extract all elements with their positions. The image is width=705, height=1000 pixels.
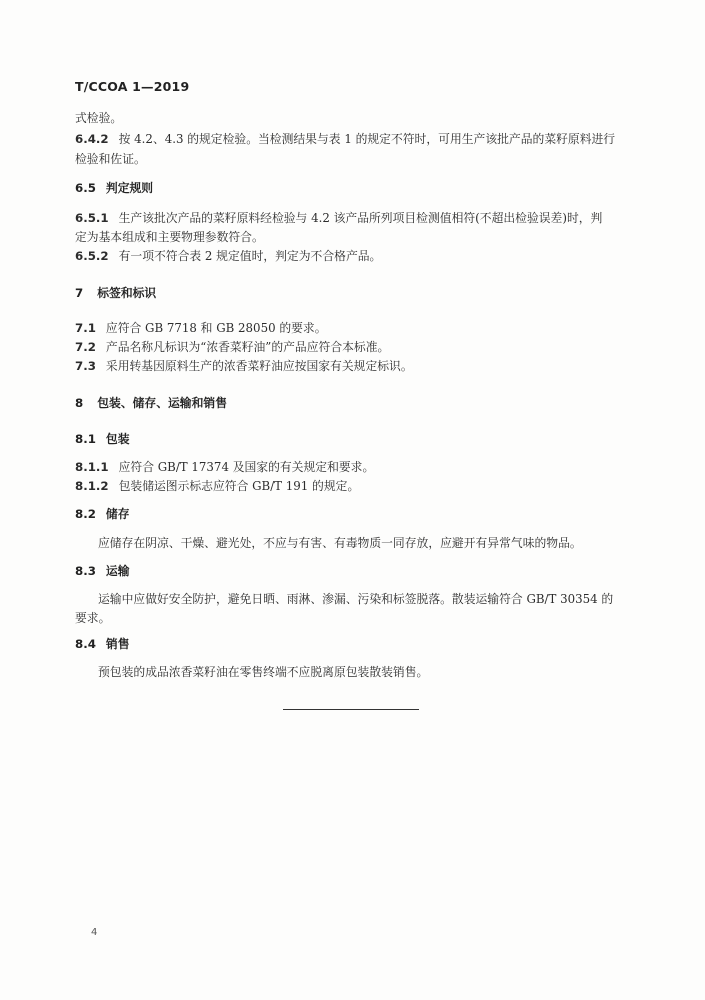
section-title: 包装、储存、运输和销售 [97, 396, 227, 410]
section-number: 6.5 [75, 181, 96, 195]
clause-8-1-1 [75, 459, 374, 475]
clause-6-5-1-line2: 定为基本组成和主要物理参数符合。 [75, 230, 264, 244]
section-number: 8.4 [75, 637, 96, 651]
clause-text: 有一项不符合表 2 规定值时，判定为不合格产品。 [118, 249, 382, 263]
end-of-document-rule [283, 709, 419, 710]
clause-6-4-2 [75, 131, 615, 147]
clause-text: 应符合 GB/T 17374 及国家的有关规定和要求。 [118, 460, 375, 474]
section-6-5-heading [75, 180, 153, 196]
clause-number: 7.1 [75, 321, 96, 335]
section-7-heading [75, 285, 156, 301]
continuation-text: 式检验。 [75, 111, 123, 125]
section-8-4-heading [75, 636, 130, 652]
clause-7-2 [75, 339, 389, 355]
section-8-heading [75, 395, 227, 411]
clause-text: 包装储运图示标志应符合 GB/T 191 的规定。 [118, 479, 360, 493]
clause-text: 采用转基因原料生产的浓香菜籽油应按国家有关规定标识。 [105, 359, 413, 373]
section-title: 判定规则 [105, 181, 154, 195]
clause-number: 7.2 [75, 340, 96, 354]
clause-6-5-1 [75, 210, 602, 226]
clause-number: 6.5.1 [75, 211, 109, 225]
section-number: 8.1 [75, 432, 96, 446]
section-title: 标签和标识 [97, 286, 157, 300]
standard-code-header: T/CCOA 1—2019 [75, 79, 190, 94]
section-number: 8.2 [75, 507, 96, 521]
clause-8-1-2 [75, 478, 359, 494]
clause-text: 应符合 GB 7718 和 GB 28050 的要求。 [105, 321, 327, 335]
section-number: 8 [75, 396, 84, 410]
clause-number: 6.5.2 [75, 249, 109, 263]
section-8-1-heading [75, 431, 130, 447]
section-8-3-heading [75, 563, 130, 579]
clause-number: 7.3 [75, 359, 96, 373]
section-number: 8.3 [75, 564, 96, 578]
clause-6-5-2 [75, 248, 381, 264]
section-title: 包装 [105, 432, 130, 446]
clause-text: 产品名称凡标识为“浓香菜籽油”的产品应符合本标准。 [105, 340, 390, 354]
transport-paragraph-line1: 运输中应做好安全防护，避免日晒、雨淋、渗漏、污染和标签脱落。散装运输符合 GB/T 30354 的 [98, 592, 614, 606]
section-title: 销售 [105, 637, 130, 651]
clause-number: 8.1.1 [75, 460, 109, 474]
clause-number: 6.4.2 [75, 132, 109, 146]
section-title: 储存 [105, 507, 130, 521]
section-title: 运输 [105, 564, 130, 578]
clause-text: 按 4.2、4.3 的规定检验。当检测结果与表 1 的规定不符时，可用生产该批产品的菜籽原料进行 [118, 132, 616, 146]
sales-paragraph: 预包装的成品浓香菜籽油在零售终端不应脱离原包装散装销售。 [98, 665, 429, 679]
clause-text: 生产该批次产品的菜籽原料经检验与 4.2 该产品所列项目检测值相符(不超出检验误差)时，判 [118, 211, 603, 225]
section-8-2-heading [75, 506, 130, 522]
clause-7-1 [75, 320, 327, 336]
clause-7-3 [75, 358, 413, 374]
clause-6-4-2-line2: 检验和佐证。 [75, 152, 146, 166]
clause-number: 8.1.2 [75, 479, 109, 493]
transport-paragraph-line2: 要求。 [75, 611, 111, 625]
storage-paragraph: 应储存在阴凉、干燥、避光处，不应与有害、有毒物质一同存放，应避开有异常气味的物品。 [98, 536, 582, 550]
section-number: 7 [75, 286, 84, 300]
page-number: 4 [91, 927, 98, 938]
